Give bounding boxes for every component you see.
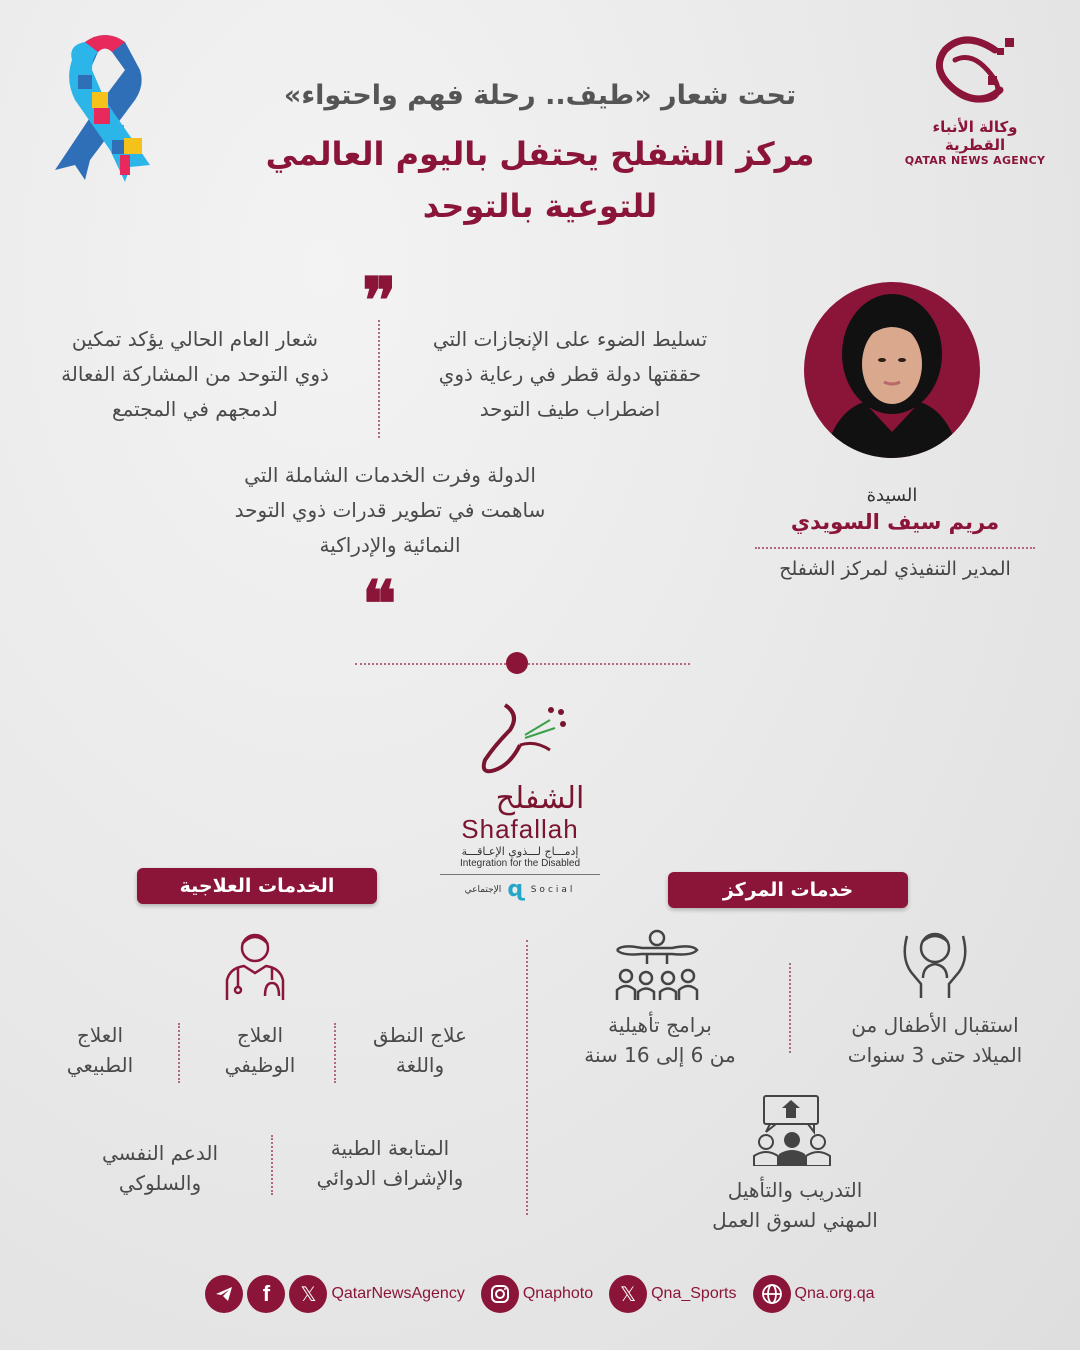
quote-bottom-line: ساهمت في تطوير قدرات ذوي التوحد xyxy=(234,498,546,522)
instagram-icon[interactable] xyxy=(481,1275,519,1313)
avatar xyxy=(804,282,980,458)
shafallah-arabic-name: الشفلح xyxy=(495,781,585,816)
therapy-physical xyxy=(40,1020,160,1080)
social-footer xyxy=(0,1275,1080,1313)
service-line: الميلاد حتى 3 سنوات xyxy=(847,1043,1023,1067)
x-icon[interactable]: 𝕏 xyxy=(289,1275,327,1313)
service-line: الدعم النفسي xyxy=(101,1141,219,1165)
footer-group-qnasports[interactable] xyxy=(609,1275,736,1313)
service-line: العلاج xyxy=(236,1023,284,1047)
social-q-icon: ɋ xyxy=(507,877,525,902)
service-line: برامج تأهيلية xyxy=(608,1013,712,1037)
telegram-icon[interactable] xyxy=(205,1275,243,1313)
service-line: والإشراف الدوائي xyxy=(316,1166,464,1190)
therapy-psychological xyxy=(80,1138,240,1198)
qna-english-name: QATAR NEWS AGENCY xyxy=(904,154,1046,167)
service-early-childhood xyxy=(820,1010,1050,1070)
therapy-medical-followup xyxy=(290,1133,490,1193)
quote-right-line: حققتها دولة قطر في رعاية ذوي xyxy=(438,362,702,386)
profile-role: المدير التنفيذي لمركز الشفلح xyxy=(779,558,1011,580)
service-line: علاج النطق xyxy=(373,1023,467,1047)
qna-logo xyxy=(900,30,1050,167)
doctor-stethoscope-icon xyxy=(222,928,288,1002)
item-divider xyxy=(789,963,791,1053)
quote-bottom-line: الدولة وفرت الخدمات الشاملة التي xyxy=(244,463,536,487)
child-in-hands-icon xyxy=(897,928,973,1000)
footer-group-qnaphoto[interactable] xyxy=(481,1275,593,1313)
service-rehab-programs xyxy=(560,1010,760,1070)
subtitle: تحت شعار «طيف.. رحلة فهم واحتواء» xyxy=(283,80,797,111)
social-sublogo xyxy=(440,877,600,902)
globe-icon[interactable] xyxy=(753,1275,791,1313)
handle-qnasports[interactable]: Qna_Sports xyxy=(651,1285,737,1302)
quote-bottom xyxy=(180,458,600,563)
quote-left-line: ذوي التوحد من المشاركة الفعالة xyxy=(61,362,329,386)
quote-divider xyxy=(378,320,380,438)
profile-honorific: السيدة xyxy=(866,485,918,506)
item-divider xyxy=(271,1135,273,1195)
profile-divider xyxy=(755,547,1035,549)
shafallah-emblem-icon xyxy=(465,700,575,780)
service-vocational xyxy=(680,1175,910,1235)
therapy-occupational xyxy=(200,1020,320,1080)
service-line: من 6 إلى 16 سنة xyxy=(584,1043,736,1067)
item-divider xyxy=(334,1023,336,1083)
x-icon[interactable]: 𝕏 xyxy=(609,1275,647,1313)
quote-right-line: تسليط الضوء على الإنجازات التي xyxy=(432,327,708,351)
open-quote-icon: ❝ xyxy=(362,567,397,642)
service-line: والسلوكي xyxy=(118,1171,202,1195)
therapy-speech xyxy=(360,1020,480,1080)
group-program-icon xyxy=(612,928,702,1002)
qna-emblem-icon xyxy=(925,30,1025,110)
title-line-1: مركز الشفلح يحتفل باليوم العالمي xyxy=(265,135,815,173)
quote-bottom-line: النمائية والإدراكية xyxy=(319,533,461,557)
footer-group-qatarnewsagency[interactable] xyxy=(205,1275,464,1313)
autism-awareness-ribbon-icon xyxy=(50,30,160,185)
service-line: الوظيفي xyxy=(224,1053,296,1077)
service-line: واللغة xyxy=(395,1053,445,1077)
quote-left-line: لدمجهم في المجتمع xyxy=(111,397,279,421)
service-line: الطبيعي xyxy=(66,1053,134,1077)
quote-left xyxy=(30,322,360,427)
service-line: المتابعة الطبية xyxy=(330,1136,450,1160)
handle-qnaphoto[interactable]: Qnaphoto xyxy=(522,1285,594,1302)
handle-qatarnewsagency[interactable]: QatarNewsAgency xyxy=(331,1285,465,1302)
quote-right xyxy=(400,322,740,427)
profile-name: مريم سيف السويدي xyxy=(790,510,1000,534)
page-title xyxy=(220,128,860,232)
services-divider xyxy=(526,940,528,1215)
shafallah-english-name: Shafallah xyxy=(461,814,579,844)
divider-dot xyxy=(506,652,528,674)
social-ar-label: الإجتماعي xyxy=(464,884,502,895)
service-line: استقبال الأطفال من xyxy=(851,1013,1019,1037)
shafallah-tagline-ar: إدمـــاج لـــذوي الإعـاقـــة xyxy=(461,845,579,858)
vocational-training-icon xyxy=(752,1094,832,1166)
service-line: التدريب والتأهيل xyxy=(727,1178,863,1202)
facebook-icon[interactable]: f xyxy=(247,1275,285,1313)
title-line-2: للتوعية بالتوحد xyxy=(422,187,658,225)
social-en-label: Social xyxy=(530,884,576,895)
close-quote-icon: ❞ xyxy=(362,264,397,339)
qna-arabic-name: وكالة الأنباء القطرية xyxy=(932,118,1018,154)
service-line: المهني لسوق العمل xyxy=(712,1208,878,1232)
center-services-header: خدمات المركز xyxy=(668,872,908,908)
footer-group-website[interactable] xyxy=(753,1275,875,1313)
shafallah-tagline-en: Integration for the Disabled xyxy=(459,858,581,869)
handle-website[interactable]: Qna.org.qa xyxy=(794,1285,875,1302)
service-line: العلاج xyxy=(76,1023,124,1047)
quote-left-line: شعار العام الحالي يؤكد تمكين xyxy=(71,327,319,351)
quote-right-line: اضطراب طيف التوحد xyxy=(479,397,661,421)
item-divider xyxy=(178,1023,180,1083)
shafallah-logo xyxy=(440,700,600,902)
therapeutic-services-header: الخدمات العلاجية xyxy=(137,868,377,904)
